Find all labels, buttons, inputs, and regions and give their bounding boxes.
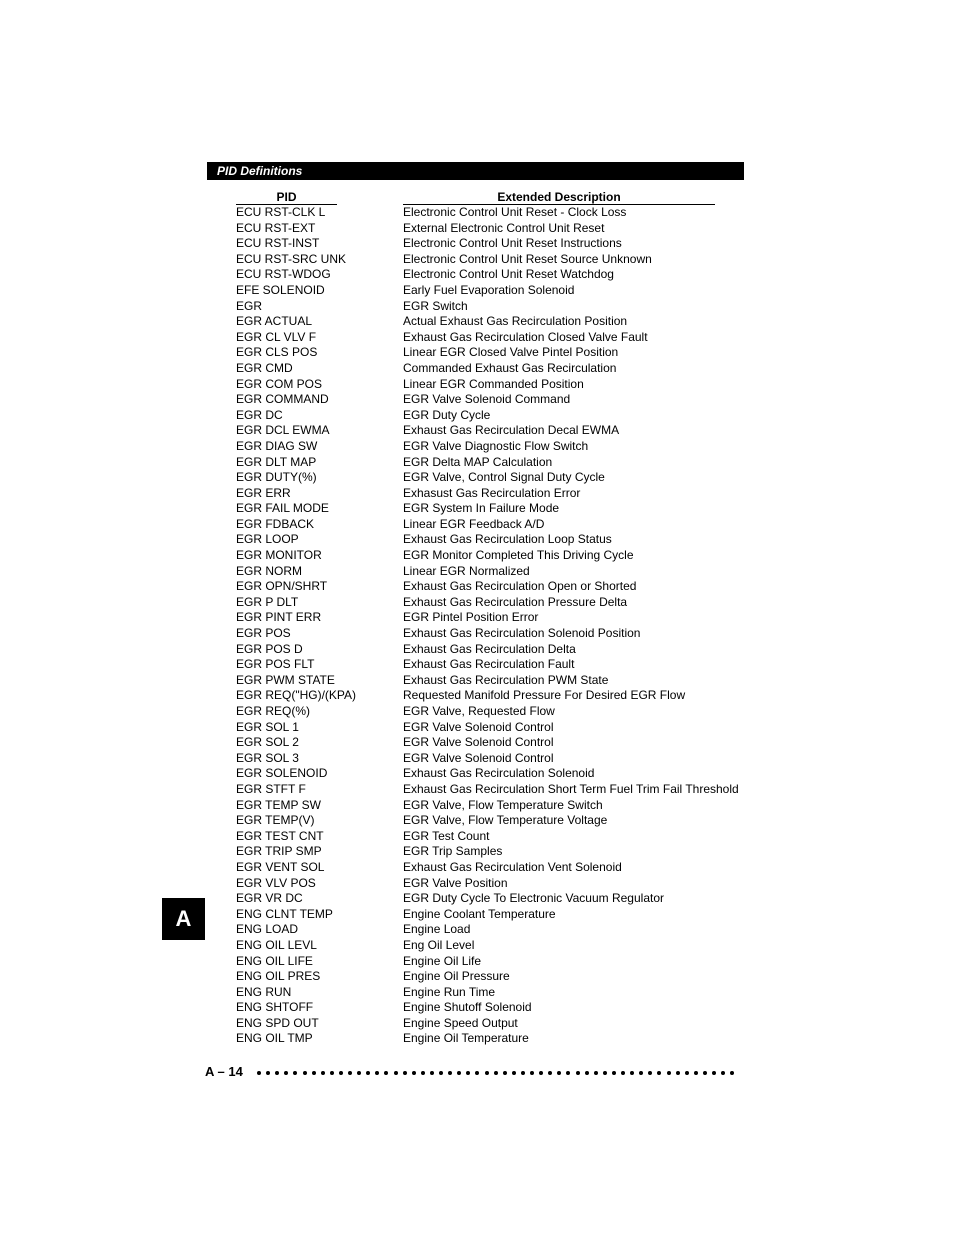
description-cell: EGR Pintel Position Error [403,610,539,625]
table-row [236,345,736,361]
table-row [236,267,736,283]
description-cell: Exhaust Gas Recirculation Delta [403,641,576,656]
pid-cell: EGR VR DC [236,891,303,906]
leader-dot [475,1071,479,1075]
pid-cell: EGR TEMP(V) [236,813,315,828]
pid-cell: ECU RST-WDOG [236,267,331,282]
pid-cell: EGR DUTY(%) [236,470,317,485]
table-row [236,985,736,1001]
table-row [236,860,736,876]
pid-cell: ENG OIL LIFE [236,953,313,968]
description-cell: Actual Exhaust Gas Recirculation Position [403,314,628,329]
leader-dot [676,1071,680,1075]
table-row [236,798,736,814]
description-cell: EGR Duty Cycle To Electronic Vacuum Regulator [403,891,664,906]
pid-cell: ENG SPD OUT [236,1015,319,1030]
description-cell: EGR Trip Samples [403,844,503,859]
table-row [236,501,736,517]
pid-cell: EGR SOL 3 [236,750,299,765]
pid-cell: ENG OIL PRES [236,969,321,984]
table-row [236,486,736,502]
pid-cell: EGR DIAG SW [236,438,318,453]
description-cell: EGR Valve Solenoid Control [403,750,554,765]
leader-dot [648,1071,652,1075]
description-cell: Exhaust Gas Recirculation Short Term Fuel Trim Fail Threshold [403,781,739,796]
table-row [236,704,736,720]
description-cell: EGR Valve Solenoid Control [403,719,554,734]
leader-dot [667,1071,671,1075]
table-row [236,439,736,455]
table-row [236,938,736,954]
description-cell: Engine Load [403,922,471,937]
pid-cell: EGR MONITOR [236,548,322,563]
table-row [236,236,736,252]
leader-dot [730,1071,734,1075]
leader-dot [703,1071,707,1075]
leader-dot [375,1071,379,1075]
leader-dot [439,1071,443,1075]
pid-cell: EGR LOOP [236,532,299,547]
table-row [236,314,736,330]
leader-dot [412,1071,416,1075]
leader-dot [330,1071,334,1075]
description-cell: Exhaust Gas Recirculation Pressure Delta [403,594,628,609]
description-cell: Electronic Control Unit Reset Source Unknown [403,251,652,266]
table-row [236,579,736,595]
description-cell: EGR Valve Solenoid Command [403,392,571,407]
description-cell: Exhaust Gas Recirculation Solenoid [403,766,595,781]
description-cell: Exhaust Gas Recirculation Solenoid Position [403,626,641,641]
table-row [236,205,736,221]
description-cell: Engine Run Time [403,984,496,999]
leader-dot [566,1071,570,1075]
leader-dot [466,1071,470,1075]
leader-dot [257,1071,261,1075]
description-cell: Exhaust Gas Recirculation Open or Shorted [403,579,637,594]
description-cell: EGR Duty Cycle [403,407,491,422]
table-row [236,392,736,408]
table-row [236,361,736,377]
pid-cell: EGR TEMP SW [236,797,321,812]
pid-cell: EGR POS [236,626,291,641]
table-row [236,829,736,845]
description-cell: Linear EGR Commanded Position [403,376,584,391]
table-row [236,423,736,439]
leader-dot [585,1071,589,1075]
leader-dot [366,1071,370,1075]
description-cell: Engine Coolant Temperature [403,906,556,921]
leader-dot [503,1071,507,1075]
description-cell: Linear EGR Feedback A/D [403,516,545,531]
description-cell: Requested Manifold Pressure For Desired EGR Flow [403,688,686,703]
pid-cell: ECU RST-CLK L [236,205,326,219]
pid-cell: EGR SOL 1 [236,719,299,734]
description-cell: External Electronic Control Unit Reset [403,220,605,235]
pid-cell: EGR TRIP SMP [236,844,322,859]
table-row [236,626,736,642]
description-cell: EGR Test Count [403,828,490,843]
leader-dot [621,1071,625,1075]
dot-leader [257,1071,740,1076]
description-cell: Exhaust Gas Recirculation Decal EWMA [403,423,620,438]
leader-dot [630,1071,634,1075]
description-cell: EGR Valve Position [403,875,508,890]
description-cell: EGR Valve Solenoid Control [403,735,554,750]
leader-dot [548,1071,552,1075]
table-row [236,377,736,393]
leader-dot [657,1071,661,1075]
leader-dot [430,1071,434,1075]
description-column-header: Extended Description [403,190,715,205]
page-footer [205,1062,745,1082]
leader-dot [275,1071,279,1075]
leader-dot [494,1071,498,1075]
table-row [236,781,739,798]
description-cell: Exhaust Gas Recirculation Closed Valve Fault [403,329,648,344]
leader-dot [557,1071,561,1075]
table-row [236,813,736,829]
leader-dot [266,1071,270,1075]
leader-dot [685,1071,689,1075]
leader-dot [284,1071,288,1075]
pid-cell: EGR PINT ERR [236,610,322,625]
description-cell: Electronic Control Unit Reset Instructions [403,236,622,251]
table-row [236,548,736,564]
description-cell: Electronic Control Unit Reset Watchdog [403,267,614,282]
table-row [236,1016,736,1032]
pid-cell: ECU RST-SRC UNK [236,251,347,266]
pid-cell: EGR REQ("HG)/(KPA) [236,688,357,703]
leader-dot [639,1071,643,1075]
table-row [236,1000,736,1016]
pid-cell: EGR COMMAND [236,392,329,407]
description-cell: EGR Switch [403,298,468,313]
description-cell: Exhaust Gas Recirculation Vent Solenoid [403,859,622,874]
table-row [236,954,736,970]
pid-cell: EGR POS FLT [236,657,315,672]
pid-cell: EGR DLT MAP [236,454,317,469]
table-row [236,907,736,923]
section-header-bar [207,162,744,180]
description-cell: EGR Monitor Completed This Driving Cycle [403,548,634,563]
description-cell: EGR Valve, Requested Flow [403,704,555,718]
description-cell: Early Fuel Evaporation Solenoid [403,282,575,297]
table-row [236,735,736,751]
leader-dot [421,1071,425,1075]
leader-dot [348,1071,352,1075]
pid-cell: EGR FDBACK [236,516,315,531]
pid-cell: EGR VENT SOL [236,859,325,874]
pid-cell: EGR POS D [236,641,303,656]
pid-cell: EGR CLS POS [236,345,318,360]
leader-dot [457,1071,461,1075]
pid-cell: EGR REQ(%) [236,704,311,718]
table-row [236,642,736,658]
table-row [236,1031,736,1047]
pid-cell: ENG SHTOFF [236,1000,314,1015]
pid-cell: EGR TEST CNT [236,828,324,843]
pid-cell: ENG OIL LEVL [236,937,317,952]
leader-dot [721,1071,725,1075]
pid-cell: EGR CL VLV F [236,329,317,344]
description-cell: Commanded Exhaust Gas Recirculation [403,360,617,375]
leader-dot [694,1071,698,1075]
pid-cell: ENG OIL TMP [236,1031,313,1046]
table-row [236,673,736,689]
table-row [236,844,736,860]
pid-cell: ENG RUN [236,984,292,999]
pid-cell: EGR CMD [236,360,293,375]
pid-cell: EGR ACTUAL [236,314,313,329]
leader-dot [485,1071,489,1075]
table-row [236,517,736,533]
description-cell: Engine Oil Temperature [403,1031,529,1046]
page-number: A – 14 [205,1064,243,1079]
section-tab-marker: A [162,898,205,940]
table-row [236,969,736,985]
leader-dot [530,1071,534,1075]
description-cell: EGR Delta MAP Calculation [403,454,553,469]
description-cell: Exhaust Gas Recirculation Loop Status [403,532,612,547]
leader-dot [384,1071,388,1075]
leader-dot [321,1071,325,1075]
pid-cell: EGR NORM [236,563,302,578]
description-cell: Exhaust Gas Recirculation Fault [403,657,575,672]
pid-definitions-table [236,205,739,1047]
table-row [236,532,736,548]
pid-cell: EGR SOLENOID [236,766,328,781]
description-cell: Exhaust Gas Recirculation PWM State [403,672,609,687]
pid-cell: EGR [236,298,263,313]
table-row [236,252,736,268]
description-cell: EGR Valve Diagnostic Flow Switch [403,438,589,453]
table-row [236,283,736,299]
leader-dot [448,1071,452,1075]
leader-dot [512,1071,516,1075]
table-row [236,221,736,237]
description-cell: EGR Valve, Flow Temperature Voltage [403,813,608,828]
pid-cell: EGR DCL EWMA [236,423,330,438]
pid-cell: EGR ERR [236,485,291,500]
description-cell: Engine Oil Pressure [403,969,510,984]
leader-dot [712,1071,716,1075]
pid-cell: EFE SOLENOID [236,282,325,297]
pid-cell: EGR FAIL MODE [236,501,329,516]
table-row [236,766,736,782]
leader-dot [303,1071,307,1075]
table-row [236,408,736,424]
pid-column-header: PID [236,190,337,205]
pid-cell: EGR COM POS [236,376,323,391]
table-row [236,688,736,704]
leader-dot [293,1071,297,1075]
leader-dot [612,1071,616,1075]
pid-cell: ENG LOAD [236,922,299,937]
leader-dot [339,1071,343,1075]
table-row [236,922,736,938]
pid-cell: EGR SOL 2 [236,735,299,750]
description-cell: Engine Shutoff Solenoid [403,1000,532,1015]
pid-cell: ECU RST-EXT [236,220,316,235]
table-row [236,720,736,736]
description-cell: Exhasust Gas Recirculation Error [403,485,581,500]
leader-dot [539,1071,543,1075]
leader-dot [312,1071,316,1075]
table-row [236,470,736,486]
description-cell: Engine Speed Output [403,1015,518,1030]
leader-dot [603,1071,607,1075]
leader-dot [521,1071,525,1075]
pid-cell: EGR DC [236,407,283,422]
section-title: PID Definitions [217,164,303,178]
leader-dot [594,1071,598,1075]
table-row [236,891,736,907]
pid-cell: ECU RST-INST [236,236,320,251]
table-row [236,751,736,767]
description-cell: Eng Oil Level [403,937,475,952]
description-cell: Electronic Control Unit Reset - Clock Loss [403,205,627,219]
pid-cell: EGR P DLT [236,594,299,609]
table-row [236,657,736,673]
leader-dot [394,1071,398,1075]
description-cell: Linear EGR Normalized [403,563,530,578]
table-row [236,299,736,315]
description-cell: Engine Oil Life [403,953,482,968]
description-cell: EGR System In Failure Mode [403,501,560,516]
table-row [236,455,736,471]
pid-cell: EGR VLV POS [236,875,316,890]
table-row [236,876,736,892]
description-cell: Linear EGR Closed Valve Pintel Position [403,345,619,360]
leader-dot [576,1071,580,1075]
table-row [236,330,736,346]
pid-cell: ENG CLNT TEMP [236,906,333,921]
pid-cell: EGR STFT F [236,781,306,796]
table-row [236,595,736,611]
table-row [236,610,736,626]
description-cell: EGR Valve, Flow Temperature Switch [403,797,603,812]
pid-cell: EGR OPN/SHRT [236,579,328,594]
table-row [236,564,736,580]
pid-cell: EGR PWM STATE [236,672,335,687]
leader-dot [403,1071,407,1075]
description-cell: EGR Valve, Control Signal Duty Cycle [403,470,605,485]
leader-dot [357,1071,361,1075]
